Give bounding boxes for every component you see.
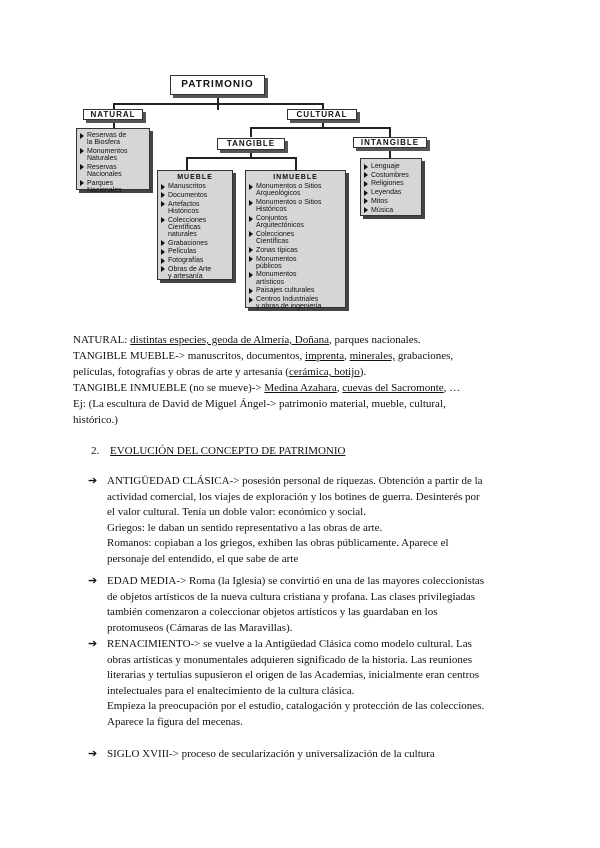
note-underlined: cuevas del Sacromonte <box>342 382 444 394</box>
triangle-bullet-icon <box>249 247 253 253</box>
list-item-label: Parques Nacionales <box>87 179 122 194</box>
list-item <box>80 148 146 162</box>
list-item-label: Monumentos públicos <box>256 255 297 270</box>
triangle-bullet-icon <box>249 231 253 237</box>
paragraph-line: obras artísticas y monumentales adquieren significado de la historia. Las reuniones <box>107 653 473 666</box>
note-underlined: Medina Azahara <box>264 382 337 394</box>
triangle-bullet-icon <box>364 172 368 178</box>
list-item-label: Documentos <box>168 191 208 199</box>
list-item <box>249 287 342 294</box>
list-item <box>249 183 342 197</box>
list-item-label: Música <box>371 206 394 214</box>
paragraph-line: de objetos artísticos de la nueva cultura cristiana y profana. Las clases privilegiadas <box>107 590 476 603</box>
list-item-label: Reservas de la Biosfera <box>87 132 127 147</box>
triangle-bullet-icon <box>80 180 84 186</box>
triangle-bullet-icon <box>161 192 165 198</box>
section-number: 2. <box>91 445 100 457</box>
list-item <box>80 180 146 194</box>
triangle-bullet-icon <box>364 181 368 187</box>
triangle-bullet-icon <box>249 216 253 222</box>
bullet-paragraph <box>107 637 527 730</box>
connector <box>250 127 390 129</box>
box-natural <box>83 109 143 120</box>
list-item <box>161 217 229 239</box>
list-item <box>80 164 146 178</box>
list-item-label: Conjuntos Arquitectónicos <box>256 215 304 230</box>
triangle-bullet-icon <box>249 272 253 278</box>
triangle-bullet-icon <box>249 288 253 294</box>
paragraph-line: EDAD MEDIA-> Roma (la Iglesia) se convirtió en una de las mayores coleccionistas <box>107 575 485 587</box>
triangle-bullet-icon <box>80 164 84 170</box>
list-item <box>249 231 342 245</box>
box-cultural <box>287 109 357 120</box>
box-intangible <box>353 137 427 148</box>
paragraph-line: Aparece la figura del mecenas. <box>107 715 243 728</box>
list-item <box>364 172 418 179</box>
triangle-bullet-icon <box>161 201 165 207</box>
note-text: , parques nacionales. <box>329 334 421 346</box>
root-label: PATRIMONIO <box>181 79 254 90</box>
paragraph-line: personaje del entendido, el que sabe de arte <box>107 552 299 565</box>
list-item-label: Monumentos Naturales <box>87 147 128 163</box>
triangle-bullet-icon <box>161 249 165 255</box>
list-item <box>249 256 342 270</box>
connector <box>322 119 324 127</box>
natural-label: NATURAL <box>90 110 136 119</box>
list-item-label: Grabaciones <box>168 239 208 247</box>
connector <box>389 127 391 137</box>
paragraph-line: actividad comercial, los viajes de exploración y los botines de guerra. Desinterés por <box>107 490 480 503</box>
connector <box>389 147 391 158</box>
list-item <box>249 247 342 254</box>
triangle-bullet-icon <box>364 207 368 213</box>
triangle-bullet-icon <box>249 297 253 303</box>
connector <box>113 103 323 105</box>
note-underlined: distintas especies, geoda de Almería, Doñana <box>130 334 329 346</box>
paragraph-line: también comenzaron a coleccionar objetos artísticos y las guardaban en los <box>107 606 438 618</box>
note-text: películas, fotografías y obras de arte y artesanía ( <box>73 366 289 378</box>
note-inmueble <box>73 381 460 397</box>
arrow-bullet-icon: ➔ <box>88 575 98 587</box>
list-item-label: Centros Industriales y obras de ingeniería <box>256 296 322 311</box>
list-item-label: Manuscritos <box>168 183 206 191</box>
note-text: , <box>344 350 350 362</box>
bullet-paragraph <box>107 747 527 763</box>
list-item-label: Artefactos Históricos <box>168 200 200 215</box>
list-item <box>161 183 229 190</box>
paragraph-line: literarias y tertulias supusieron el origen de las Academias, inicialmente eran centros <box>107 669 480 681</box>
bullet-paragraph <box>107 574 527 636</box>
note-underlined: imprenta <box>305 350 345 362</box>
note-example: Ej: (La escultura de David de Miguel Ángel-> patrimonio material, mueble, cultural, <box>73 398 446 410</box>
list-item <box>364 207 418 214</box>
section-title: EVOLUCIÓN DEL CONCEPTO DE PATRIMONIO <box>110 445 346 457</box>
arrow-bullet-icon: ➔ <box>88 748 98 760</box>
list-item-label: Monumentos o Sitios Históricos <box>256 199 322 214</box>
connector <box>186 157 188 170</box>
bullet-paragraph <box>107 474 527 567</box>
list-item-label: Mitos <box>371 197 388 205</box>
list-item-label: Reservas Nacionales <box>87 163 122 179</box>
list-item <box>161 192 229 199</box>
list-item <box>249 296 342 310</box>
note-mueble-2 <box>73 365 366 381</box>
note-mueble <box>73 349 453 365</box>
list-item-label: Leyendas <box>371 189 402 197</box>
paragraph-line: ANTIGÜEDAD CLÁSICA-> posesión personal de riquezas. Obtención a partir de la <box>107 475 483 487</box>
list-item <box>364 180 418 187</box>
list-item <box>161 257 229 264</box>
list-item <box>161 240 229 247</box>
list-item <box>249 199 342 213</box>
paragraph-line: protomuseos (Cámaras de las Maravillas). <box>107 621 293 634</box>
note-natural <box>73 333 421 349</box>
list-item <box>161 201 229 215</box>
triangle-bullet-icon <box>161 240 165 246</box>
cultural-label: CULTURAL <box>296 110 348 119</box>
triangle-bullet-icon <box>80 148 84 154</box>
list-item-label: Monumentos o Sitios Arqueológicos <box>256 183 322 198</box>
list-item <box>249 215 342 229</box>
list-item-label: Religiones <box>371 180 404 188</box>
mueble-list <box>157 170 233 280</box>
note-text: grabaciones, <box>395 350 454 362</box>
intangible-list <box>360 158 422 216</box>
triangle-bullet-icon <box>249 184 253 190</box>
connector <box>250 150 252 157</box>
list-item-label: Películas <box>168 248 197 256</box>
triangle-bullet-icon <box>364 198 368 204</box>
list-item-label: Obras de Arte y artesanía <box>168 265 212 280</box>
list-item <box>249 271 342 285</box>
triangle-bullet-icon <box>364 190 368 196</box>
note-text: , <box>336 382 343 394</box>
list-item-label: Zonas típicas <box>256 246 298 254</box>
list-item-label: Colecciones Científicas naturales <box>168 216 207 238</box>
paragraph-line: Romanos: copiaban a los griegos, exhiben las obras públicamente. Aparece el <box>107 537 449 549</box>
list-item <box>364 189 418 196</box>
triangle-bullet-icon <box>161 266 165 272</box>
list-item <box>80 132 146 146</box>
paragraph-line: SIGLO XVIII-> proceso de secularización y universalización de la cultura <box>107 748 435 760</box>
paragraph-line: RENACIMIENTO-> se vuelve a la Antigüedad Clásica como modelo cultural. Las <box>107 638 472 650</box>
note-example-2: histórico.) <box>73 414 118 426</box>
triangle-bullet-icon <box>364 164 368 170</box>
list-item-label: Fotografías <box>168 257 204 265</box>
list-item-label: Paisajes culturales <box>256 287 315 295</box>
connector <box>186 157 296 159</box>
list-item <box>161 266 229 280</box>
list-item <box>161 248 229 255</box>
natural-list <box>76 128 150 194</box>
connector <box>250 127 252 137</box>
note-text: ). <box>359 366 367 378</box>
intangible-label: INTANGIBLE <box>360 138 420 147</box>
inmueble-list <box>245 170 346 311</box>
list-item-label: Lenguaje <box>371 163 400 170</box>
connector <box>295 157 297 170</box>
list-item-label: Costumbres <box>371 171 409 179</box>
tangible-label: TANGIBLE <box>226 139 276 148</box>
triangle-bullet-icon <box>161 217 165 223</box>
note-text: TANGIBLE MUEBLE-> manuscritos, documentos, <box>73 350 306 362</box>
mueble-label: MUEBLE <box>177 174 213 181</box>
root-box-patrimonio <box>170 75 265 95</box>
list-item <box>364 163 418 170</box>
list-item-label: Monumentos artísticos <box>256 271 297 286</box>
triangle-bullet-icon <box>249 256 253 262</box>
paragraph-line: Griegos: le daban un sentido representativo a las obras de arte. <box>107 521 383 534</box>
note-text: , … <box>443 382 461 394</box>
triangle-bullet-icon <box>161 258 165 264</box>
paragraph-line: el valor cultural. Tenía un doble valor: económico y social. <box>107 506 366 518</box>
note-underlined: minerales, <box>349 350 396 362</box>
triangle-bullet-icon <box>80 133 84 139</box>
patrimonio-diagram <box>0 0 600 320</box>
triangle-bullet-icon <box>161 184 165 190</box>
note-text: NATURAL: <box>73 334 131 346</box>
paragraph-line: Empieza la preocupación por el estudio, catalogación y protección de las colecciones. <box>107 700 485 712</box>
inmueble-label: INMUEBLE <box>273 174 318 181</box>
list-item <box>364 198 418 205</box>
list-item-label: Colecciones Científicas <box>256 230 295 246</box>
paragraph-line: intelectuales para el enaltecimiento de la cultura clásica. <box>107 684 355 697</box>
box-tangible <box>217 138 285 150</box>
note-underlined: cerámica, botijo <box>288 366 360 378</box>
triangle-bullet-icon <box>249 200 253 206</box>
note-text: TANGIBLE INMUEBLE (no se mueve)-> <box>73 382 265 394</box>
arrow-bullet-icon: ➔ <box>88 475 98 487</box>
arrow-bullet-icon: ➔ <box>88 638 98 650</box>
